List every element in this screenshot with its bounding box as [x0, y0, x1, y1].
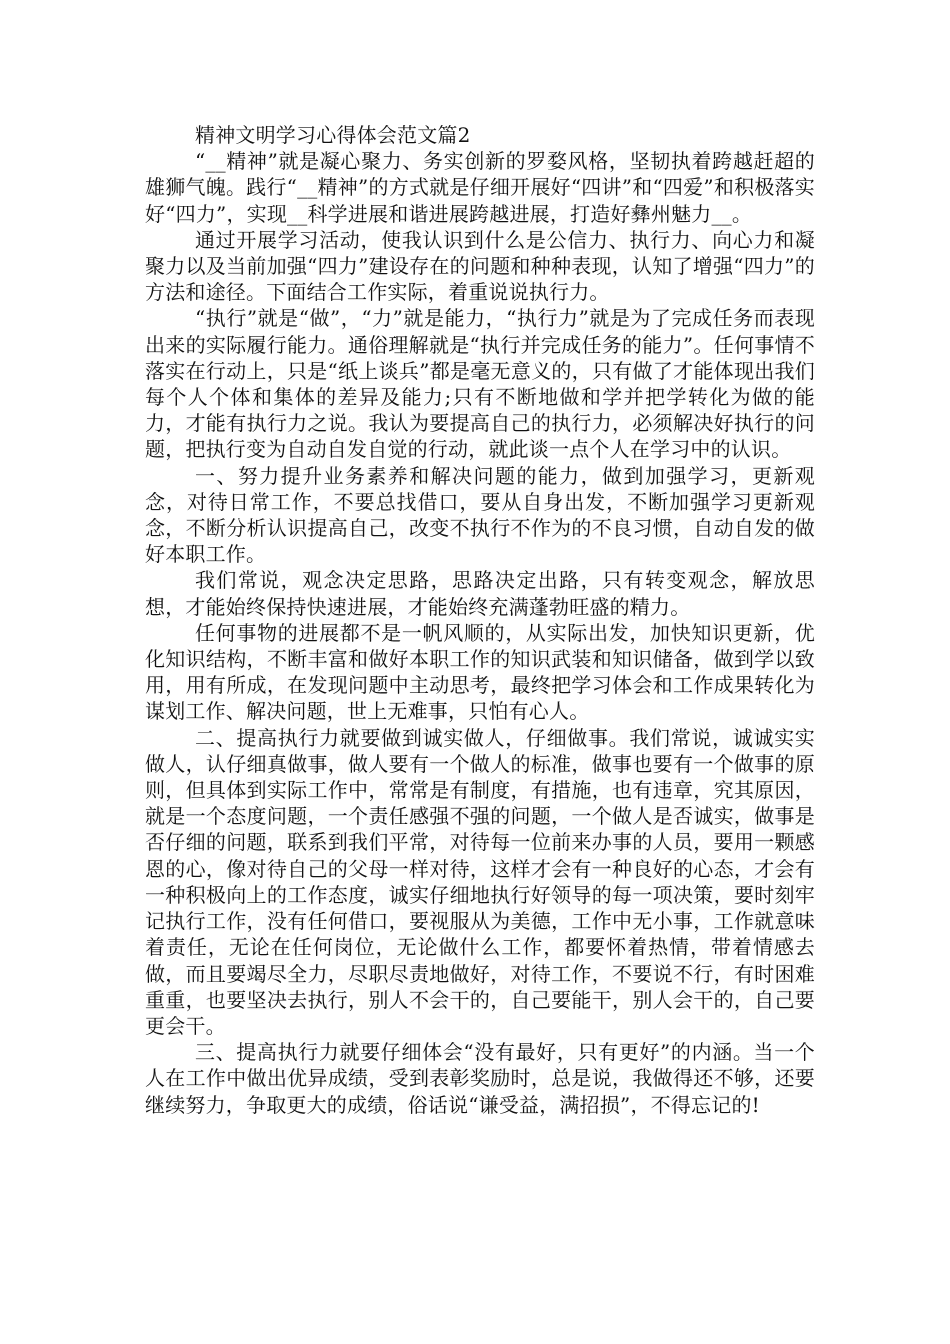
- paragraph-8: 三、提高执行力就要仔细体会“没有最好，只有更好”的内涵。当一个人在工作中做出优异成绩，受到表彰奖励时，总是说，我做得还不够，还要继续努力，争取更大的成绩，俗话说“谦受益，满招损”，不得忘记的!: [145, 1040, 815, 1117]
- paragraph-7: 二、提高执行力就要做到诚实做人，仔细做事。我们常说，诚诚实实做人，认仔细真做事，做人要有一个做人的标准，做事也要有一个做事的原则，但具体到实际工作中，常常是有制度，有措施，也有违章，究其原因，就是一个态度问题，一个责任感强不强的问题，一个做人是否诚实，做事是否仔细的问题，联系到我们平常，对待每一位前来办事的人员，要用一颗感恩的心，像对待自己的父母一样对待，这样才会有一种良好的心态，才会有一种积极向上的工作态度，诚实仔细地执行好领导的每一项决策，要时刻牢记执行工作，没有任何借口，要视服从为美德，工作中无小事，工作就意味着责任，无论在任何岗位，无论做什么工作，都要怀着热情，带着情感去做，而且要竭尽全力，尽职尽责地做好，对待工作，不要说不行，有时困难重重，也要坚决去执行，别人不会干的，自己要能干，别人会干的，自己要更会干。: [145, 725, 815, 1038]
- paragraph-5: 我们常说，观念决定思路，思路决定出路，只有转变观念，解放思想，才能始终保持快速进展，才能始终充满蓬勃旺盛的精力。: [145, 568, 815, 619]
- paragraph-3: “执行”就是“做”，“力”就是能力，“执行力”就是为了完成任务而表现出来的实际履行能力。通俗理解就是“执行并完成任务的能力”。任何事情不落实在行动上，只是“纸上谈兵”都是毫无意义的，只有做了才能体现出我们每个人个体和集体的差异及能力;只有不断地做和学并把学转化为做的能力，才能有执行力之说。我认为要提高自己的执行力，必须解决好执行的问题，把执行变为自动自发自觉的行动，就此谈一点个人在学习中的认识。: [145, 306, 815, 462]
- document-page: [145, 122, 815, 1118]
- paragraph-4: 一、努力提升业务素养和解决问题的能力，做到加强学习，更新观念，对待日常工作，不要总找借口，要从自身出发，不断加强学习更新观念，不断分析认识提高自己，改变不执行不作为的不良习惯，自动自发的做好本职工作。: [145, 463, 815, 567]
- paragraph-2: 通过开展学习活动，使我认识到什么是公信力、执行力、向心力和凝聚力以及当前加强“四力”建设存在的问题和种种表现，认知了增强“四力”的方法和途径。下面结合工作实际，着重说说执行力。: [145, 227, 815, 305]
- document-title: 精神文明学习心得体会范文篇2: [195, 123, 471, 147]
- paragraph-1: “__精神”就是凝心聚力、务实创新的罗婺风格，坚韧执着跨越赶超的雄狮气魄。践行“__精神”的方式就是仔细开展好“四讲”和“四爱”和积极落实好“四力”，实现__科学进展和谐进展跨越进展，打造好彝州魅力__。: [145, 149, 815, 226]
- paragraph-6: 任何事物的进展都不是一帆风顺的，从实际出发，加快知识更新，优化知识结构，不断丰富和做好本职工作的知识武装和知识储备，做到学以致用，用有所成，在发现问题中主动思考，最终把学习体会和工作成果转化为谋划工作、解决问题，世上无难事，只怕有心人。: [145, 620, 815, 724]
